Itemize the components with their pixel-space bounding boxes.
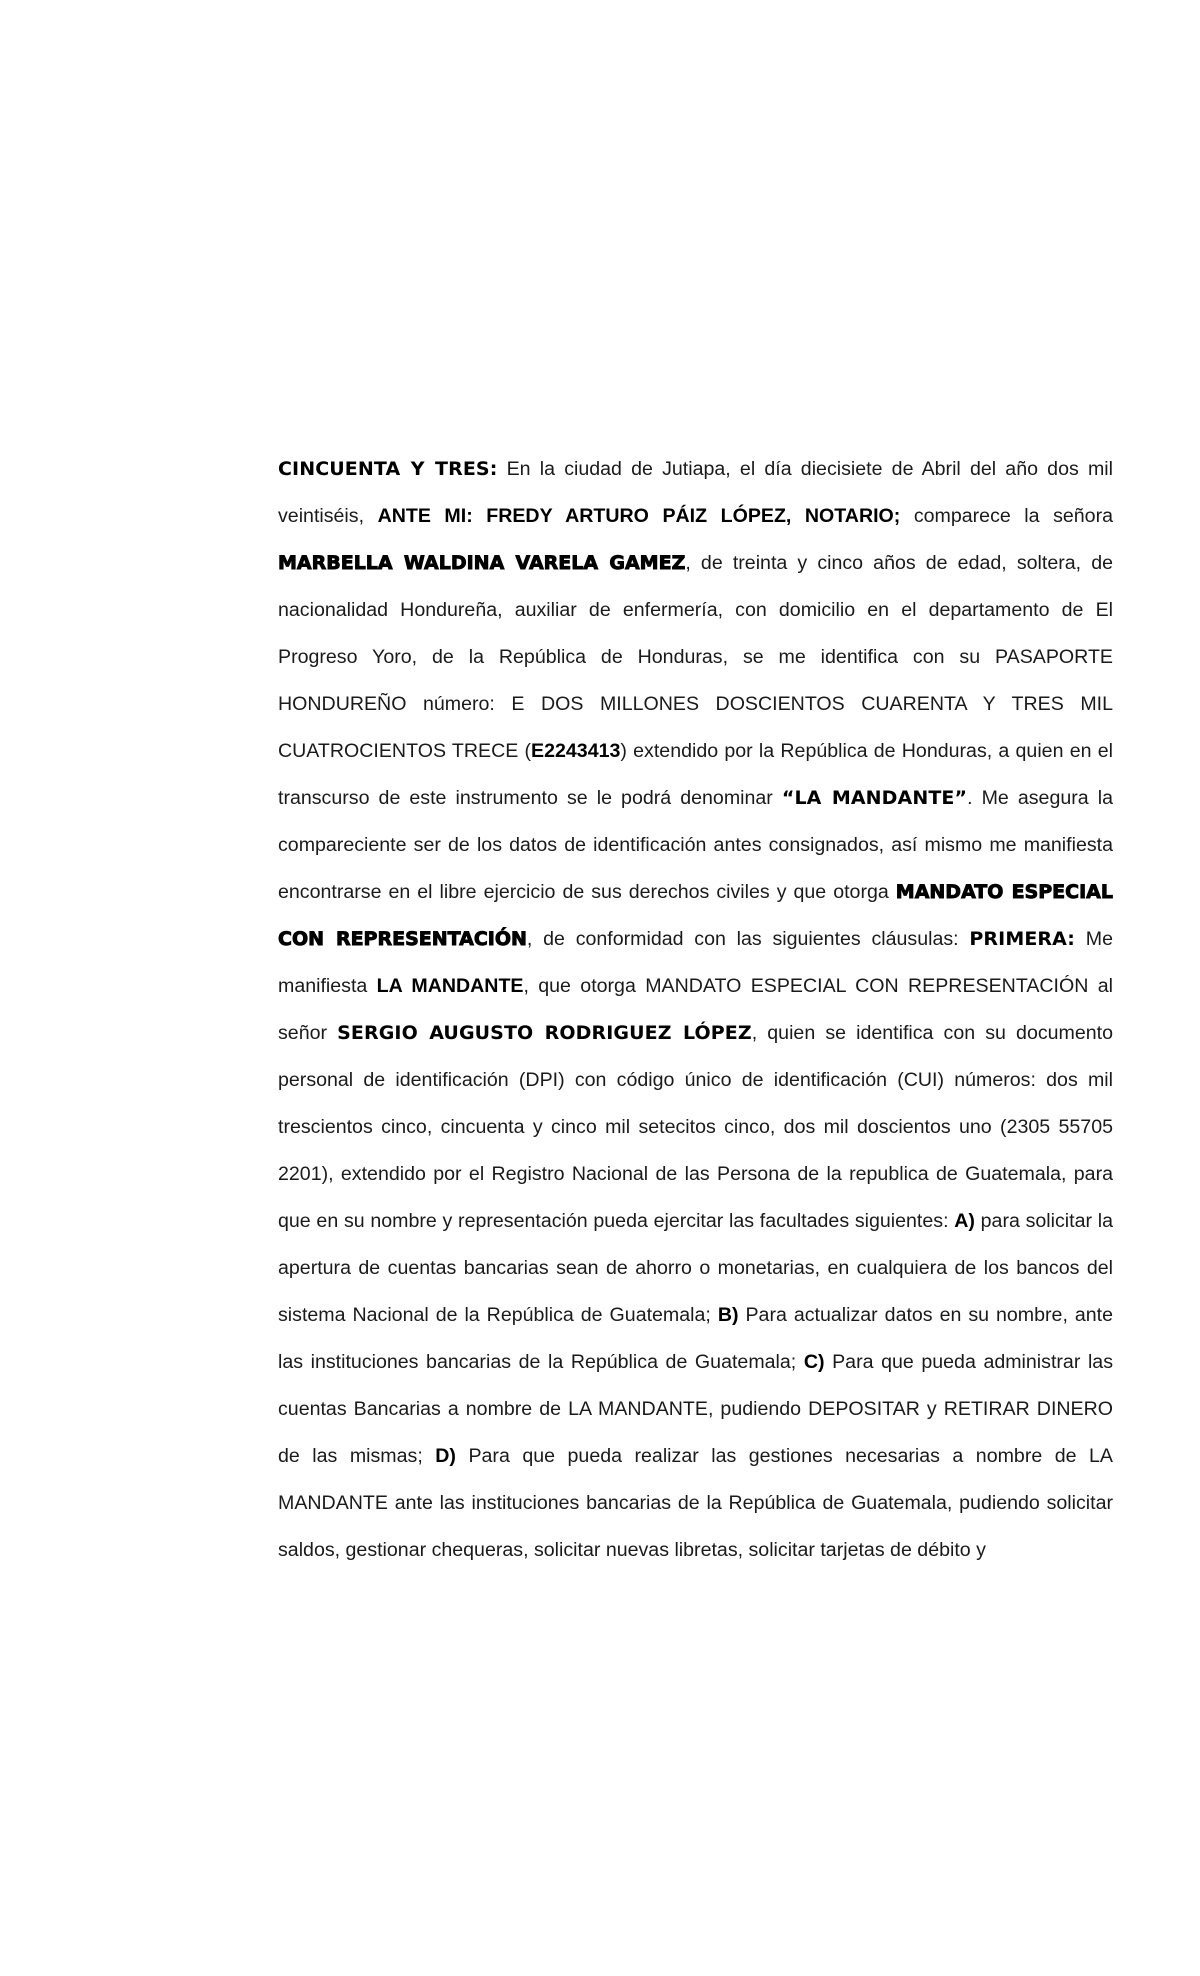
clause-number-heading: CINCUENTA Y TRES:	[278, 458, 498, 480]
clause-heading-primera: PRIMERA:	[969, 928, 1076, 950]
body-text: , de treinta y cinco años de edad, soltera, de nacionalidad Hondureña, auxiliar de enfermería, con domicilio en el departamento de El Progreso Yoro, de la República de Honduras, se me identifica con su PASAPORTE HONDUREÑO número: E DOS MILLONES DOSCIENTOS CUARENTA Y TRES MIL CUATROCIENTOS TRECE (	[278, 552, 1113, 762]
notary-heading: ANTE MI: FREDY ARTURO PÁIZ LÓPEZ, NOTARIO;	[377, 505, 901, 527]
agent-name: SERGIO AUGUSTO RODRIGUEZ LÓPEZ	[337, 1022, 752, 1044]
grantor-name: MARBELLA WALDINA VARELA GAMEZ	[278, 552, 686, 574]
passport-number: E2243413	[531, 740, 621, 762]
item-marker-a: A)	[954, 1210, 975, 1232]
body-text: ) extendido por la República de Honduras, a quien en el transcurso de este instrumento se le podrá denominar	[278, 740, 1113, 809]
body-text: . Me asegura la compareciente ser de los datos de identificación antes consignados, así mismo me manifiesta encontrarse en el libre ejercicio de sus derechos civiles y que otorga	[278, 787, 1113, 903]
body-text: Para que pueda administrar las cuentas Bancarias a nombre de LA MANDANTE, pudiendo DEPOSITAR y RETIRAR DINERO de las mismas;	[278, 1351, 1113, 1467]
body-text: para solicitar la apertura de cuentas bancarias sean de ahorro o monetarias, en cualquiera de los bancos del sistema Nacional de la República de Guatemala;	[278, 1210, 1114, 1326]
item-marker-d: D)	[435, 1445, 456, 1467]
body-text: En la ciudad de Jutiapa, el día diecisiete de Abril del año dos mil veintiséis,	[278, 458, 1113, 527]
party-designation: “LA MANDANTE”	[781, 787, 968, 809]
body-text: Me manifiesta	[278, 928, 1114, 997]
body-text: comparece la señora	[900, 505, 1113, 527]
body-text: Para actualizar datos en su nombre, ante las instituciones bancarias de la República de Guatemala;	[278, 1304, 1113, 1373]
body-text: , que otorga MANDATO ESPECIAL CON REPRESENTACIÓN al señor	[278, 975, 1113, 1044]
item-marker-c: C)	[803, 1351, 825, 1373]
item-marker-b: B)	[717, 1304, 739, 1326]
mandate-type: MANDATO ESPECIAL CON REPRESENTACIÓN	[278, 881, 1113, 950]
body-text: , quien se identifica con su documento personal de identificación (DPI) con código único de identificación (CUI) números: dos mil trescientos cinco, cincuenta y cinco mil setecitos cinco, dos mil doscientos uno (2305 55705 2201), extendido por el Registro Nacional de las Persona de la republica de Guatemala, para que en su nombre y representación pueda ejercitar las facultades siguientes:	[278, 1022, 1113, 1232]
party-reference: LA MANDANTE	[376, 975, 524, 997]
body-text: , de conformidad con las siguientes cláusulas:	[526, 928, 970, 950]
deed-paragraph	[278, 446, 1113, 1574]
body-text: Para que pueda realizar las gestiones necesarias a nombre de LA MANDANTE ante las instituciones bancarias de la República de Guatemala, pudiendo solicitar saldos, gestionar chequeras, solicitar nuevas libretas, solicitar tarjetas de débito y	[278, 1445, 1113, 1561]
